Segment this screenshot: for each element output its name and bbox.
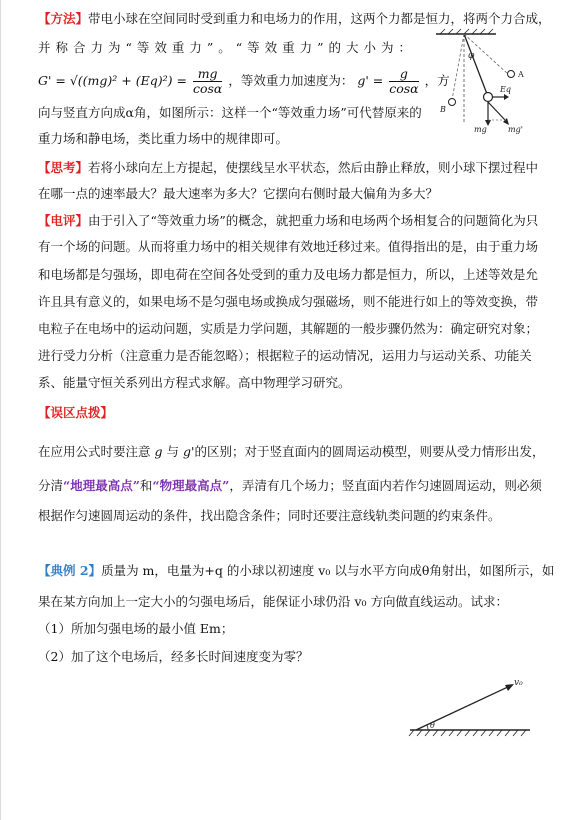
page-edge	[0, 0, 1, 820]
fraction-mg-over-cos	[193, 67, 222, 96]
formula-tail-text: ，方	[424, 73, 450, 88]
ground-hatch	[409, 730, 526, 736]
think-line-2: 在哪一点的速率最大？最大速率为多大？它摆向右侧时最大偏角为多大？	[38, 186, 439, 201]
review-text-1: 由于引入了“等效重力场”的概念，就把重力场和电场两个场相复合的问题简化为只	[88, 213, 539, 228]
projectile-figure	[406, 672, 536, 742]
method-line-1	[38, 11, 551, 27]
label-B: B	[440, 105, 446, 114]
example-line-2: 果在某方向加上一定大小的匀强电场后，能保证小球仍沿 v₀ 方向做直线运动。试求：	[38, 594, 509, 609]
mistakes-line-2	[38, 478, 542, 494]
fraction-denominator: cosα	[389, 81, 419, 96]
phi-label: φ	[468, 51, 475, 61]
question-2: （2）加了这个电场后，经多长时间速度变为零？	[38, 649, 309, 664]
point-A-ball	[508, 71, 515, 78]
review-line-5: 电粒子在电场中的运动问题，实质是力学问题，其解题的一般步骤仍然为：确定研究对象；	[38, 321, 539, 336]
fraction-g-over-cos	[389, 67, 418, 96]
formula-mid-text: ，等效重力加速度为：	[228, 73, 354, 88]
mistakes-line-3: 根据作匀速圆周运动的条件，找出隐含条件；同时还要注意线轨类问题的约束条件。	[38, 508, 501, 523]
label-Eq: Eq	[500, 85, 511, 94]
review-line-2: 有一个场的问题。从而将重力场中的相关规律有效地迁移过来。值得指出的是，由于重力场	[38, 239, 539, 254]
fraction-numerator: mg	[193, 67, 222, 82]
eq-arrowhead	[504, 94, 509, 100]
fraction-denominator: cosα	[192, 81, 223, 96]
review-line-4: 许且具有意义的，如果电场不是匀强电场或换成匀强磁场，则不能进行如上的等效变换，带	[38, 294, 539, 309]
method-line-5: 重力场和静电场，类比重力场中的规律即可。	[38, 131, 289, 146]
pendulum-figure	[432, 28, 557, 136]
symbol-g-prime: g'	[183, 444, 195, 459]
mistakes-text-and: 和	[139, 478, 153, 493]
mistakes-text-1c: 的区别；对于竖直面内的圆周运动模型，则要从受力情形出发，	[194, 444, 545, 459]
fraction-numerator: g	[389, 67, 418, 82]
ball	[484, 93, 493, 102]
review-line-1	[38, 213, 538, 229]
mistakes-text-2a: 分清	[38, 478, 64, 493]
method-tag: 【方法】	[38, 11, 89, 26]
pendulum-string	[464, 34, 487, 94]
think-line-1	[38, 160, 538, 176]
mistakes-text-2b: ，弄清有几个场力；竖直面内若作匀速圆周运动，则必须	[229, 478, 542, 493]
mistakes-line-1	[38, 444, 544, 460]
mg-prime-arrow	[488, 102, 506, 121]
method-line-2: 并称合力为“等效重力”。“等效重力”的大小为：	[38, 40, 417, 55]
example-line-1	[38, 563, 554, 579]
symbol-g: g	[154, 444, 163, 459]
mistakes-text-1a: 在应用公式时要注意	[38, 444, 151, 459]
review-line-7: 系、能量守恒关系列出方程式求解。高中物理学习研究。	[38, 375, 351, 390]
question-1: （1）所加匀强电场的最小值 Em；	[38, 621, 234, 636]
geographic-highest-point: “地理最高点”	[63, 478, 140, 493]
physical-highest-point: “物理最高点”	[152, 478, 230, 493]
think-text-1: 若将小球向左上方提起，使摆线呈水平状态，然后由静止释放，则小球下摆过程中	[88, 160, 539, 175]
review-line-3: 和电场都是匀强场，即电荷在空间各处受到的重力及电场力都是恒力，所以，上述等效是允	[38, 267, 539, 282]
review-line-6: 进行受力分析（注意重力是否能忽略）；根据粒子的运动情况，运用力与运动关系、功能关	[38, 348, 532, 363]
method-text-1: 带电小球在空间同时受到重力和电场力的作用，这两个力都是恒力，将两个力合成，	[88, 11, 551, 26]
label-theta: θ	[430, 721, 435, 730]
mistakes-tag: 【误区点拨】	[38, 405, 114, 420]
string-to-B	[452, 34, 464, 100]
velocity-arrowhead	[505, 684, 514, 691]
review-tag: 【电评】	[38, 213, 89, 228]
equivalent-acceleration-formula: g' =	[357, 73, 384, 88]
point-B-ball	[449, 99, 456, 106]
mistakes-text-1b: 与	[166, 444, 180, 459]
method-line-4: 向与竖直方向成α角，如图所示：这样一个“等效重力场”可代替原来的	[38, 105, 422, 120]
example-tag: 【典例 2】	[38, 563, 102, 578]
mistakes-tag-line	[38, 405, 113, 421]
think-tag: 【思考】	[38, 160, 89, 175]
label-mg-prime: mg'	[508, 125, 523, 134]
label-v0: v₀	[514, 678, 523, 688]
label-A: A	[518, 70, 524, 79]
equivalent-gravity-formula: G' = √((mg)² + (Eq)²) =	[38, 73, 187, 88]
label-mg: mg	[474, 125, 487, 134]
example-text-1: 质量为 m，电量为+q 的小球以初速度 v₀ 以与水平方向成θ角射出，如图所示，如	[101, 563, 555, 578]
method-formula-line	[38, 66, 450, 96]
